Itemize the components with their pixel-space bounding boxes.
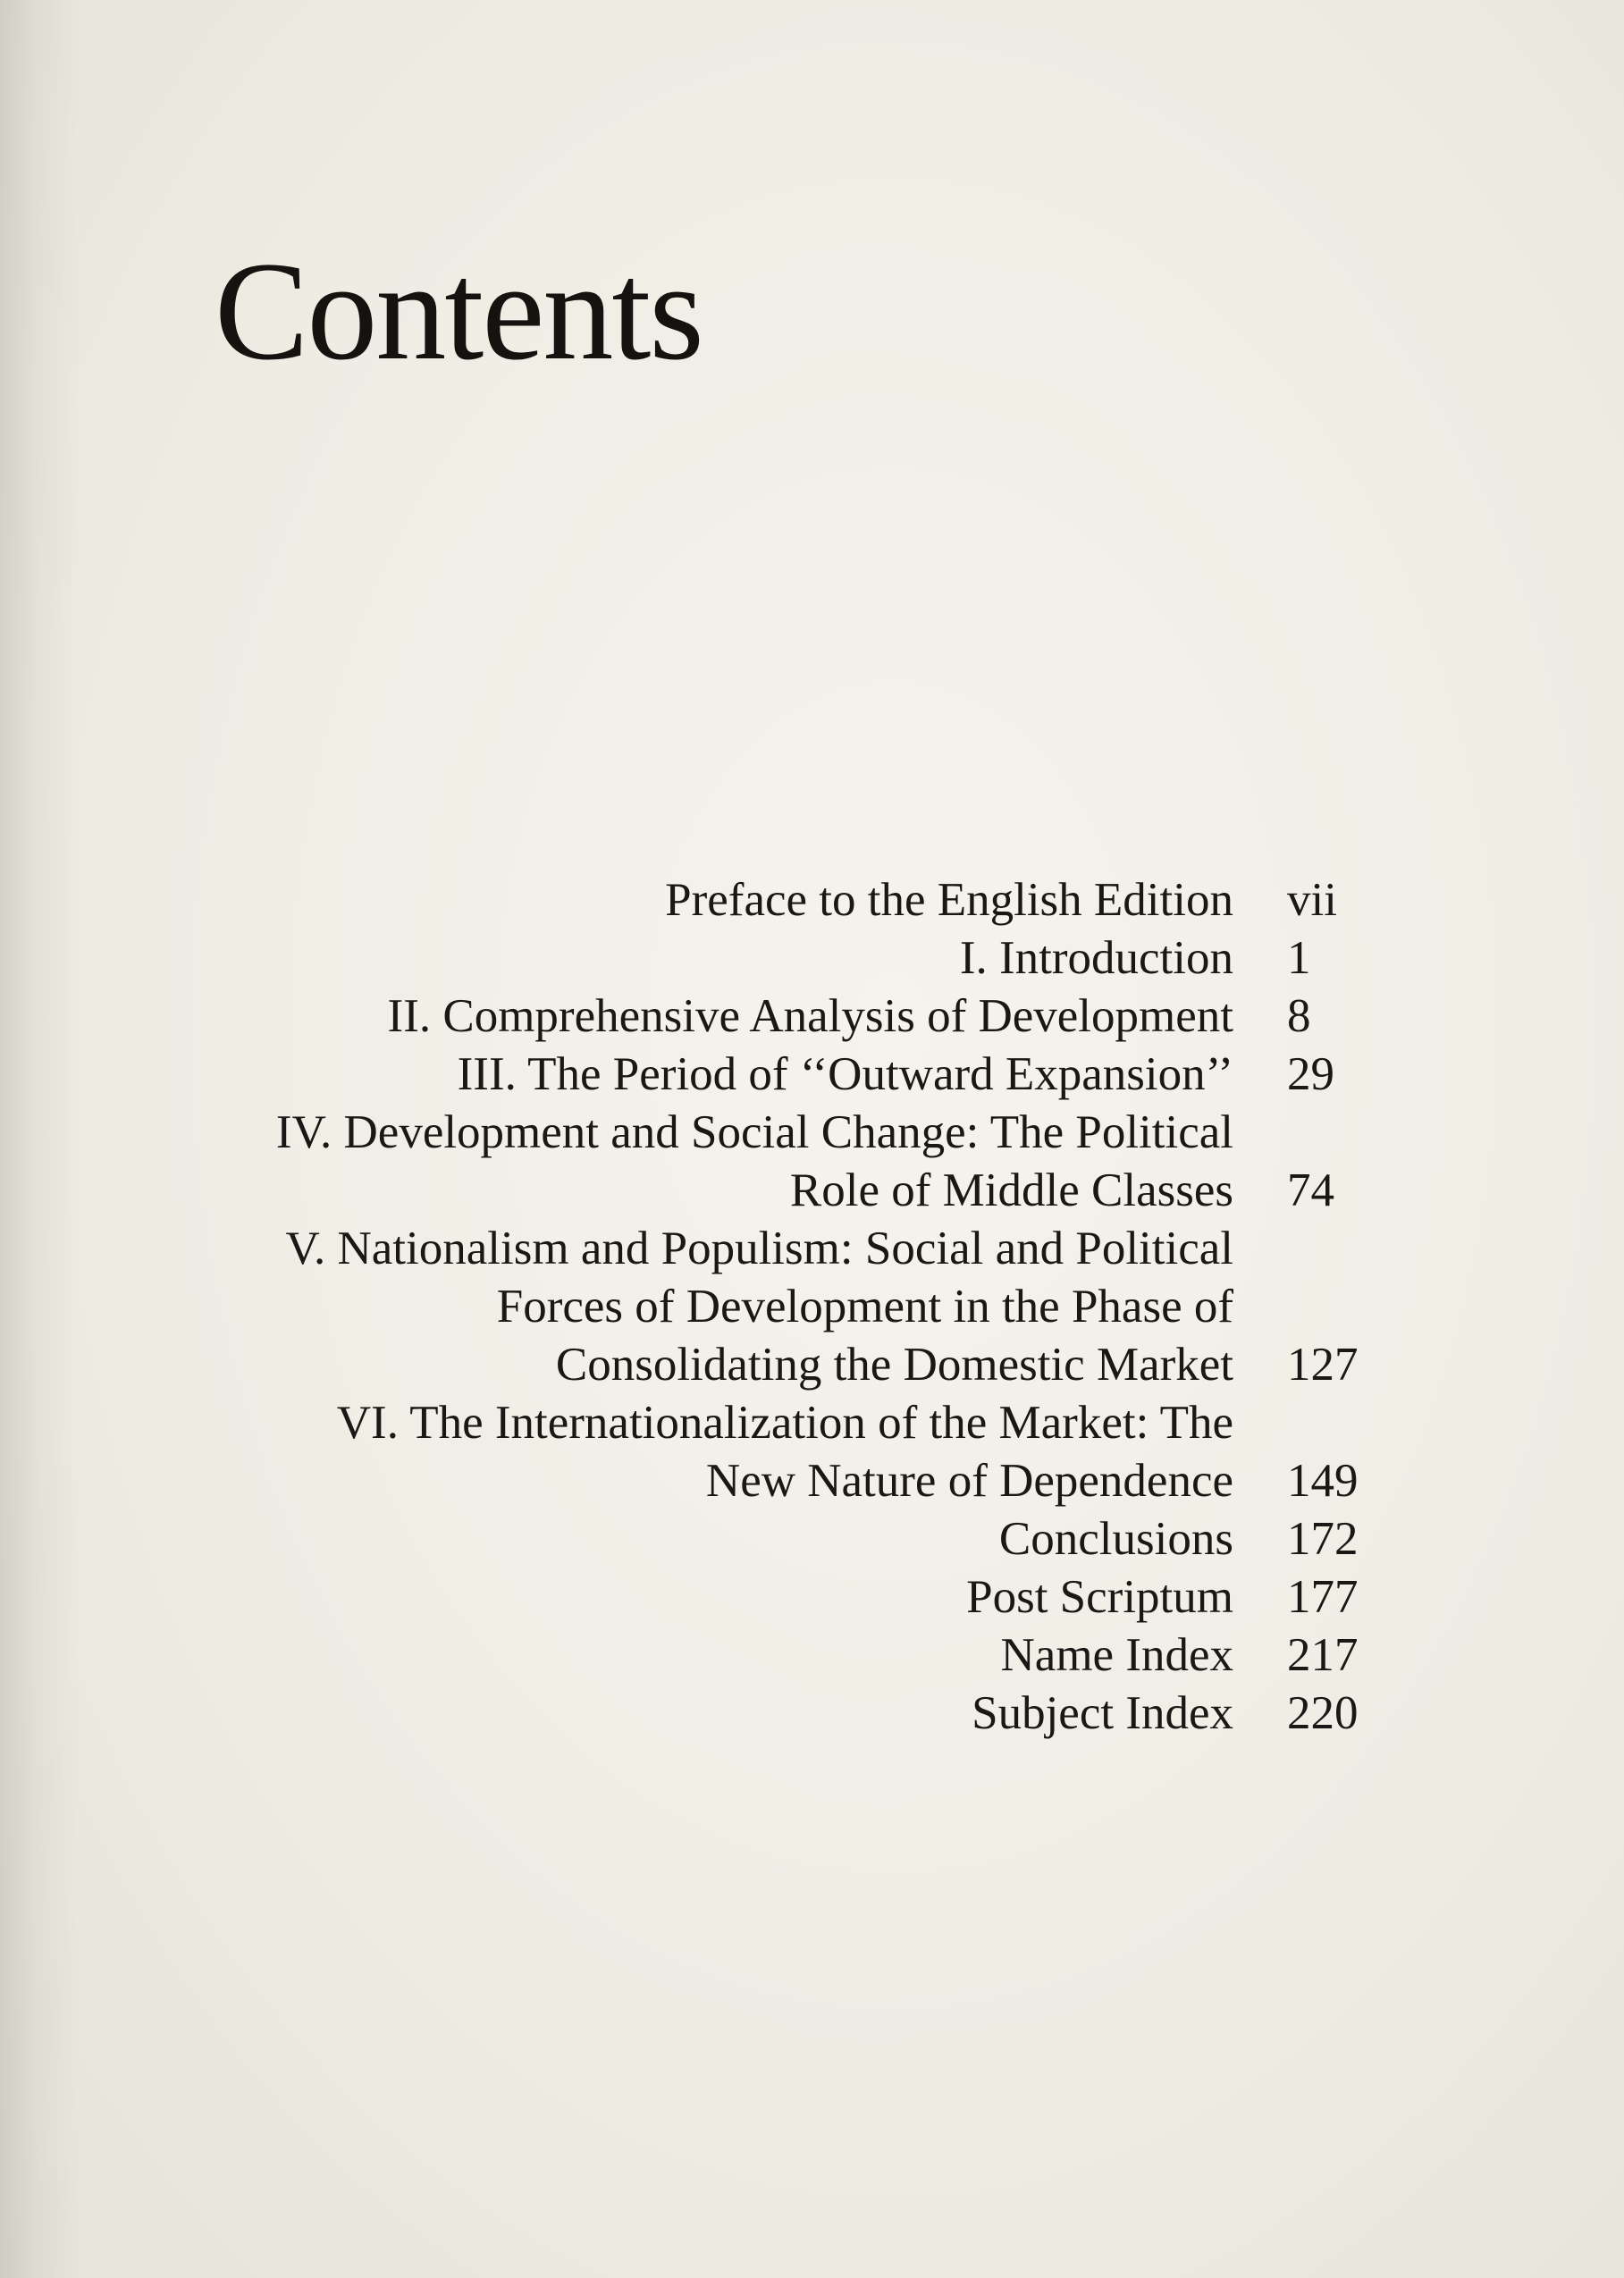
- toc-entry-line: Name Index: [1000, 1629, 1233, 1681]
- toc-entry-line: I. Introduction: [959, 932, 1233, 984]
- toc-entry-line: Forces of Development in the Phase of: [496, 1281, 1233, 1332]
- toc-entry: [215, 929, 1484, 988]
- toc-entry: [215, 871, 1484, 929]
- toc-entry-title: [215, 1568, 1287, 1627]
- toc-entry: [215, 1685, 1484, 1743]
- toc-page-number: 217: [1287, 1629, 1359, 1681]
- toc-entry-title: [215, 1220, 1287, 1394]
- toc-entry: [215, 1104, 1484, 1220]
- toc-entry-title: [215, 988, 1287, 1046]
- toc-page-number: 8: [1287, 990, 1311, 1042]
- toc-entry: [215, 1220, 1484, 1394]
- toc-page-number: 29: [1287, 1048, 1334, 1100]
- toc-entry-title: [215, 1104, 1287, 1220]
- toc-entry-title: [215, 1046, 1287, 1104]
- toc-entry: [215, 1510, 1484, 1568]
- toc-entry-line: Post Scriptum: [966, 1571, 1233, 1623]
- toc-entry: [215, 1568, 1484, 1627]
- toc-entry-line: IV. Development and Social Change: The Political: [275, 1106, 1233, 1158]
- toc-entry-line: Consolidating the Domestic Market: [555, 1339, 1233, 1391]
- toc-entry: [215, 988, 1484, 1046]
- toc-entry-line: II. Comprehensive Analysis of Development: [387, 990, 1233, 1042]
- toc-entry-title: [215, 929, 1287, 988]
- toc-entry-title: [215, 1394, 1287, 1510]
- toc-page-number: 149: [1287, 1455, 1359, 1507]
- toc-page-number: vii: [1287, 874, 1337, 926]
- toc-entry-title: [215, 871, 1287, 929]
- toc-entry-line: III. The Period of ‘‘Outward Expansion’’: [457, 1048, 1233, 1100]
- toc-entry-title: [215, 1685, 1287, 1743]
- toc-entry-line: Conclusions: [998, 1513, 1233, 1565]
- toc-page-number: 1: [1287, 932, 1311, 984]
- toc-page-number: 220: [1287, 1687, 1359, 1739]
- toc-entry-title: [215, 1627, 1287, 1685]
- toc-entry-line: Subject Index: [972, 1687, 1233, 1739]
- toc-entry: [215, 1046, 1484, 1104]
- toc-entry-line: Role of Middle Classes: [789, 1164, 1233, 1216]
- page-title: Contents: [215, 233, 703, 390]
- toc-page-number: 127: [1287, 1339, 1359, 1391]
- toc-entry-title: [215, 1510, 1287, 1568]
- toc-entry: [215, 1627, 1484, 1685]
- toc-entry-line: Preface to the English Edition: [665, 874, 1233, 926]
- toc-entry-line: New Nature of Dependence: [705, 1455, 1233, 1507]
- toc-page-number: 74: [1287, 1164, 1334, 1216]
- toc-page-number: 177: [1287, 1571, 1359, 1623]
- toc-entry-line: V. Nationalism and Populism: Social and Political: [285, 1223, 1233, 1274]
- toc-entry: [215, 1394, 1484, 1510]
- table-of-contents: [215, 871, 1484, 1743]
- toc-page-number: 172: [1287, 1513, 1359, 1565]
- toc-entry-line: VI. The Internationalization of the Market: The: [336, 1397, 1233, 1449]
